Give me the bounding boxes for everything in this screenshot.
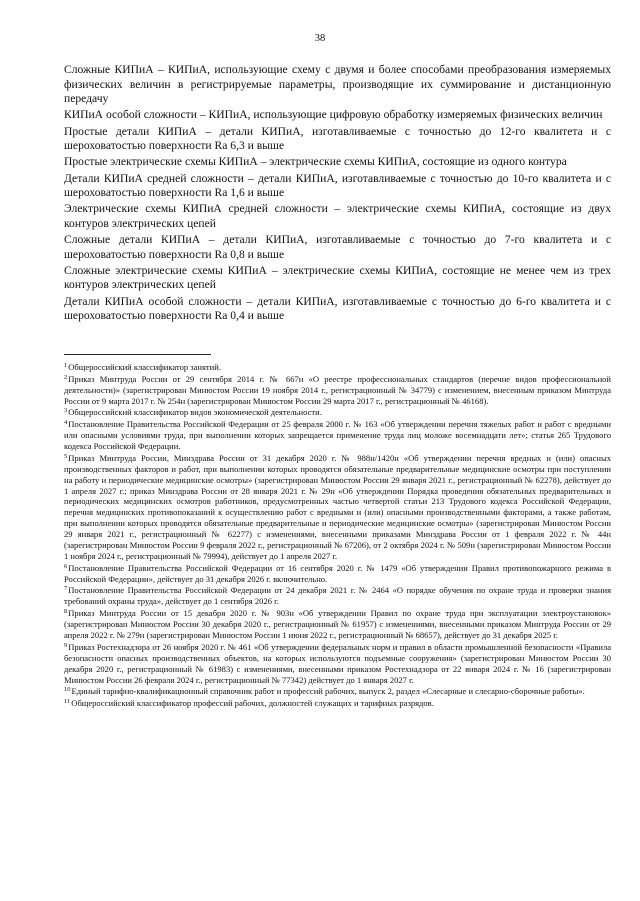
footnote-mark: 1 bbox=[64, 362, 68, 369]
footnote-text: Постановление Правительства Российской Федерации от 16 сентября 2020 г. № 1479 «Об утверждении Правил противопожарного режима в Российской Федерации», действует до 31 декабря 2026 г. включительно. bbox=[64, 562, 611, 584]
definition-paragraph: Детали КИПиА особой сложности – детали КИПиА, изготавливаемые с точностью до 6-го квалитета и с шероховатостью поверхности Ra 0,4 и выше bbox=[64, 294, 611, 323]
footnote-text: Постановление Правительства Российской Федерации от 24 декабря 2021 г. № 2464 «О порядке обучения по охране труда и проверки знания требований охраны труда», действует до 1 сентября 2026 г. bbox=[64, 585, 611, 607]
footnote bbox=[64, 698, 611, 709]
footnote bbox=[64, 407, 611, 418]
footnote-text: Приказ Минтруда России от 15 декабря 2020 г. № 903н «Об утверждении Правил по охране труда при эксплуатации электроустановок» (зарегистрирован Минюстом России 30 декабря 2020 г., регистрационный № 61957) с изменениями, внесенными приказом Минтруда России от 29 апреля 2022 г. № 279н (зарегистрирован Минюстом России 1 июня 2022 г., регистрационный № 68657), действует до 31 декабря 2025 г. bbox=[64, 608, 611, 640]
footnote bbox=[64, 563, 611, 585]
footnote bbox=[64, 686, 611, 697]
footnote-text: Общероссийский классификатор профессий рабочих, должностей служащих и тарифных разрядов. bbox=[71, 698, 434, 709]
footnote bbox=[64, 419, 611, 452]
footnote-mark: 3 bbox=[64, 407, 68, 415]
definition-paragraph: Электрические схемы КИПиА средней сложности – электрические схемы КИПиА, состоящие из двух контуров электрических цепей bbox=[64, 202, 611, 230]
definition-paragraph: Сложные детали КИПиА – детали КИПиА, изготавливаемые с точностью до 7-го квалитета и с шероховатостью поверхности Ra 0,8 и выше bbox=[64, 233, 611, 261]
footnote-mark: 10 bbox=[64, 686, 71, 694]
definition-paragraph: Сложные электрические схемы КИПиА – электрические схемы КИПиА, состоящие не менее чем из трех контуров электрических цепей bbox=[64, 263, 611, 292]
footnote-mark: 9 bbox=[64, 641, 68, 649]
definition-paragraph: Сложные КИПиА – КИПиА, использующие схему с двумя и более способами преобразования измеряемых физических величин в регистрируемые параметры, производящие их суммирование и дистанционную передачу bbox=[64, 63, 611, 106]
footnote-mark: 7 bbox=[64, 585, 68, 593]
footnote-text: Общероссийский классификатор занятий. bbox=[68, 362, 221, 372]
footnote bbox=[64, 642, 611, 686]
footnote-mark: 6 bbox=[64, 562, 68, 570]
footnote-mark: 4 bbox=[64, 419, 68, 427]
footnote bbox=[64, 374, 611, 407]
footnote-mark: 8 bbox=[64, 608, 68, 616]
footnote-mark: 11 bbox=[64, 698, 71, 706]
footnote-text: Общероссийский классификатор видов экономической деятельности. bbox=[68, 407, 322, 418]
footnote-text: Приказ Минтруда России, Минздрава России от 31 декабря 2020 г. № 988н/1420н «Об утверждении перечня вредных и (или) опасных производственных факторов и работ, при выполнении которых проводятся обязательные предварительные медицинские осмотры при поступлении на работу и периодические медицинские осмотры» (зарегистрирован Минюстом России 29 января 2021 г., регистрационный № 62278), действует до 1 апреля 2027 г.; приказ Минздрава России от 28 января 2021 г. № 29н «Об утверждении Порядка проведения обязательных предварительных и периодических медицинских осмотров работников, предусмотренных частью четвертой статьи 213 Трудового кодекса Российской Федерации, перечня медицинских противопоказаний к осуществлению работ с вредными и (или) опасными производственными факторами, а также работам, при выполнении которых проводятся обязательные предварительные и периодические медицинские осмотры» (зарегистрирован Минюстом России 29 января 2021 г., регистрационный № 62277) с изменениями, внесенными приказами Минздрава России от 1 февраля 2022 г. № 44н (зарегистрирован Минюстом России 9 февраля 2022 г., регистрационный № 67206), от 2 октября 2024 г. № 509н (зарегистрирован Минюстом России 1 ноября 2024 г., регистрационный № 79994), действует до 1 апреля 2027 г. bbox=[64, 452, 611, 561]
footnote-text: Постановление Правительства Российской Федерации от 25 февраля 2000 г. № 163 «Об утверждении перечня тяжелых работ и работ с вредными или опасными условиями труда, при выполнении которых запрещается применение труда лиц моложе восемнадцати лет»; статья 265 Трудового кодекса Российской Федерации. bbox=[64, 419, 611, 452]
page-number: 38 bbox=[314, 33, 326, 44]
footnote bbox=[64, 362, 611, 373]
footnote bbox=[64, 608, 611, 641]
footnote bbox=[64, 453, 611, 562]
footnote-mark: 2 bbox=[64, 373, 68, 381]
footnote bbox=[64, 585, 611, 607]
definitions-list bbox=[64, 63, 611, 325]
footnote-text: Приказ Ростехнадзора от 26 ноября 2020 г. № 461 «Об утверждении федеральных норм и правил в области промышленной безопасности «Правила безопасности опасных производственных объектов, на которых используются подъемные сооружения» (зарегистрирован Минюстом России 30 декабря 2020 г., регистрационный № 61983) с изменениями, внесенными приказом Ростехнадзора от 22 января 2024 г. № 16 (зарегистрирован Минюстом России 26 февраля 2024 г., регистрационный № 77342) действует до 1 января 2027 г. bbox=[64, 641, 611, 685]
definition-paragraph: Простые электрические схемы КИПиА – электрические схемы КИПиА, состоящие из одного контура bbox=[64, 155, 567, 169]
footnote-text: Единый тарифно-квалификационный справочник работ и профессий рабочих, выпуск 2, раздел «Слесарные и слесарно-сборочные работы». bbox=[71, 686, 585, 697]
footnote-mark: 5 bbox=[64, 452, 68, 460]
footnote-text: Приказ Минтруда России от 29 сентября 2014 г. № 667н «О реестре профессиональных стандартов (перечне видов профессиональной деятельности)» (зарегистрирован Минюстом России 19 ноября 2014 г., регистрационный № 34779) с изменением, внесенным приказом Минтруда России от 9 марта 2017 г. № 254н (зарегистрирован Минюстом России 29 марта 2017 г., регистрационный № 46168). bbox=[64, 373, 611, 406]
definition-paragraph: Детали КИПиА средней сложности – детали КИПиА, изготавливаемые с точностью до 10-го квалитета и с шероховатостью поверхности Ra 1,6 и выше bbox=[64, 171, 611, 200]
definition-paragraph: Простые детали КИПиА – детали КИПиА, изготавливаемые с точностью до 12-го квалитета и с шероховатостью поверхности Ra 6,3 и выше bbox=[64, 124, 611, 153]
footnote-divider bbox=[64, 354, 211, 355]
definition-paragraph: КИПиА особой сложности – КИПиА, использующие цифровую обработку измеряемых физических величин bbox=[64, 108, 603, 122]
footnotes-list bbox=[64, 362, 611, 710]
